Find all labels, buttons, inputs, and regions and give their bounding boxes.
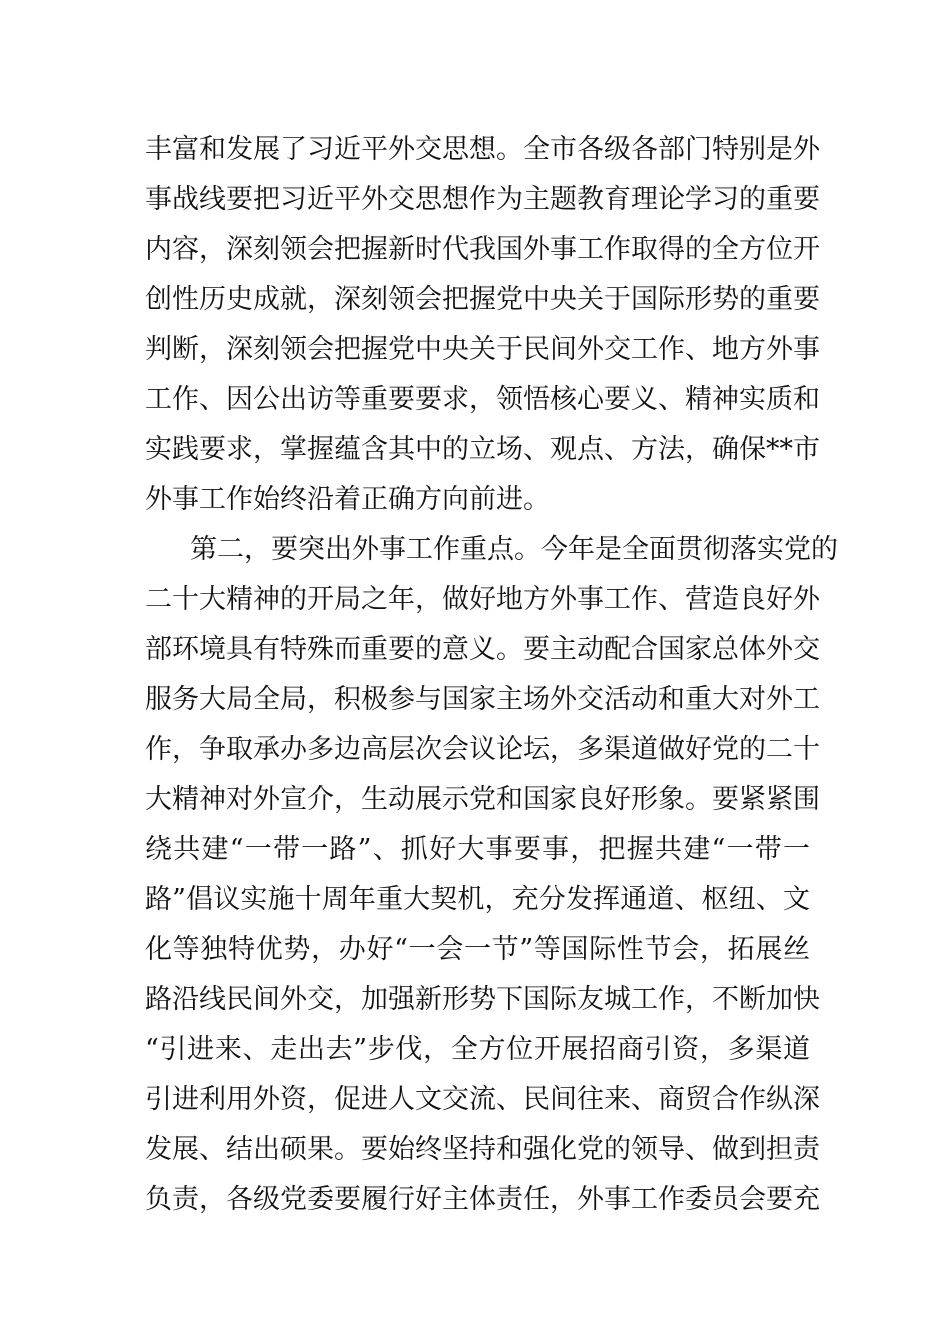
text-line: 判断，深刻领会把握党中央关于民间外交工作、地方外事: [145, 334, 820, 365]
text-line: 负责，各级党委要履行好主体责任，外事工作委员会要充: [145, 1184, 820, 1215]
text-line: 引进利用外资，促进人文交流、民间往来、商贸合作纵深: [145, 1084, 820, 1115]
text-line: 二十大精神的开局之年，做好地方外事工作、营造良好外: [145, 584, 820, 615]
paragraph-start-line: 第二，要突出外事工作重点。今年是全面贯彻落实党的: [190, 534, 838, 565]
text-line: 大精神对外宣介，生动展示党和国家良好形象。要紧紧围: [145, 784, 820, 815]
text-line: 事战线要把习近平外交思想作为主题教育理论学习的重要: [145, 184, 820, 215]
text-line: 工作、因公出访等重要要求，领悟核心要义、精神实质和: [145, 384, 820, 415]
text-line: 发展、结出硕果。要始终坚持和强化党的领导、做到担责: [145, 1134, 820, 1165]
text-line: 丰富和发展了习近平外交思想。全市各级各部门特别是外: [145, 134, 820, 165]
text-line: 服务大局全局，积极参与国家主场外交活动和重大对外工: [145, 684, 820, 715]
text-line: 创性历史成就，深刻领会把握党中央关于国际形势的重要: [145, 284, 820, 315]
text-line: 内容，深刻领会把握新时代我国外事工作取得的全方位开: [145, 234, 820, 265]
text-line: 外事工作始终沿着正确方向前进。: [145, 484, 550, 515]
text-line: “引进来、走出去”步伐，全方位开展招商引资，多渠道: [145, 1034, 810, 1065]
text-line: 路”倡议实施十周年重大契机，充分发挥通道、枢纽、文: [145, 884, 810, 915]
text-line: 作，争取承办多边高层次会议论坛，多渠道做好党的二十: [145, 734, 820, 765]
text-line: 路沿线民间外交，加强新形势下国际友城工作，不断加快: [145, 984, 820, 1015]
text-line: 绕共建“一带一路”、抓好大事要事，把握共建“一带一: [145, 834, 810, 865]
text-line: 部环境具有特殊而重要的意义。要主动配合国家总体外交: [145, 634, 820, 665]
text-line: 化等独特优势，办好“一会一节”等国际性节会，拓展丝: [145, 934, 810, 965]
text-line: 实践要求，掌握蕴含其中的立场、观点、方法，确保**市: [145, 434, 820, 465]
